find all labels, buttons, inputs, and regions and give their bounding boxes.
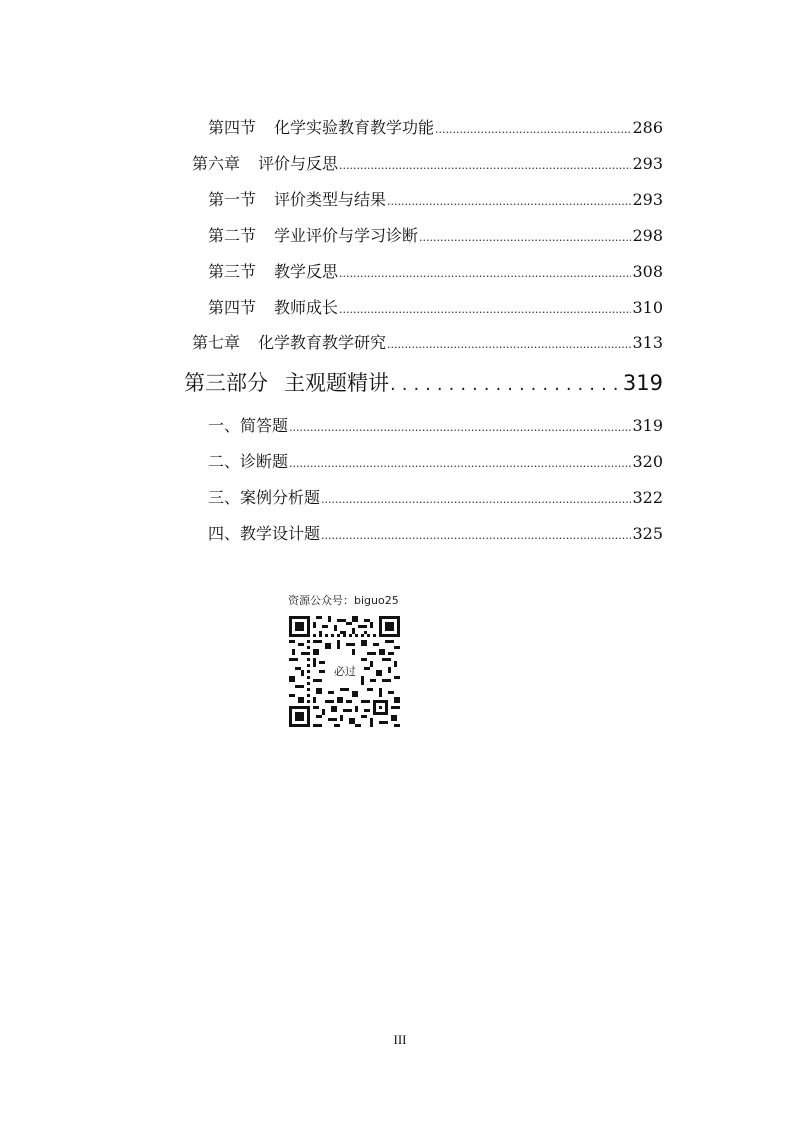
toc-entry[interactable] (208, 262, 663, 284)
dot-leader (339, 264, 631, 284)
toc-entry[interactable] (208, 452, 663, 474)
toc-entry-page: 293 (632, 190, 663, 209)
toc-entry-page: 310 (632, 298, 663, 317)
toc-entry-page: 319 (632, 416, 663, 435)
toc-entry-number: 第四节 (208, 118, 257, 137)
dot-leader (387, 192, 631, 212)
toc-entry-title: 主观题精讲 (284, 371, 389, 395)
toc-entry-page: 308 (632, 262, 663, 281)
toc-entry-number: 第三节 (208, 262, 257, 281)
dot-leader (321, 490, 631, 510)
toc-entry-number: 第二节 (208, 226, 257, 245)
toc-entry-title: 化学实验教育教学功能 (274, 118, 435, 137)
toc-entry-title: 化学教育教学研究 (258, 333, 387, 352)
toc-entry-page: 293 (632, 154, 663, 173)
dot-leader (289, 454, 631, 474)
dot-leader (387, 335, 631, 355)
toc-entry-page: 313 (632, 333, 663, 352)
toc-entry-title: 学业评价与学习诊断 (274, 226, 419, 245)
toc-entry[interactable] (192, 154, 663, 176)
dot-leader (289, 418, 631, 438)
toc-entry[interactable] (208, 298, 663, 320)
dot-leader (435, 120, 631, 140)
toc-entry-number: 第三部分 (184, 371, 268, 395)
dot-leader (419, 228, 631, 248)
toc-entry-number: 第一节 (208, 190, 257, 209)
toc-entry-title: 四、教学设计题 (208, 524, 321, 543)
toc-entry-page: 286 (632, 118, 663, 137)
toc-entry-title: 二、诊断题 (208, 452, 289, 471)
toc-entry[interactable] (208, 416, 663, 438)
toc-entry-title: 教学反思 (274, 262, 339, 281)
toc-entry[interactable] (208, 488, 663, 510)
toc-entry-page: 320 (632, 452, 663, 471)
toc-entry[interactable] (208, 226, 663, 248)
toc-entry-page: 298 (632, 226, 663, 245)
dot-leader (390, 372, 622, 398)
toc-entry[interactable] (208, 190, 663, 212)
toc-entry-title: 教师成长 (274, 298, 339, 317)
toc-entry-title: 评价与反思 (258, 154, 339, 173)
page-number: III (393, 1032, 407, 1047)
toc-entry-title: 一、简答题 (208, 416, 289, 435)
dot-leader (339, 156, 631, 176)
toc-entry-page: 325 (632, 524, 663, 543)
toc-entry-page: 319 (622, 371, 663, 395)
toc-part-entry[interactable] (184, 370, 663, 398)
toc-entry-title: 三、案例分析题 (208, 488, 321, 507)
toc-entry-number: 第六章 (192, 154, 241, 173)
dot-leader (321, 526, 631, 546)
toc-entry[interactable] (208, 524, 663, 546)
qr-caption: 资源公众号：biguo25 (288, 594, 399, 607)
toc-entry[interactable] (208, 118, 663, 140)
toc-entry[interactable] (192, 333, 663, 355)
toc-entry-number: 第四节 (208, 298, 257, 317)
toc-entry-title: 评价类型与结果 (274, 190, 387, 209)
toc-entry-number: 第七章 (192, 333, 241, 352)
dot-leader (339, 300, 631, 320)
qr-logo: 必过 (331, 657, 359, 685)
toc-entry-page: 322 (632, 488, 663, 507)
